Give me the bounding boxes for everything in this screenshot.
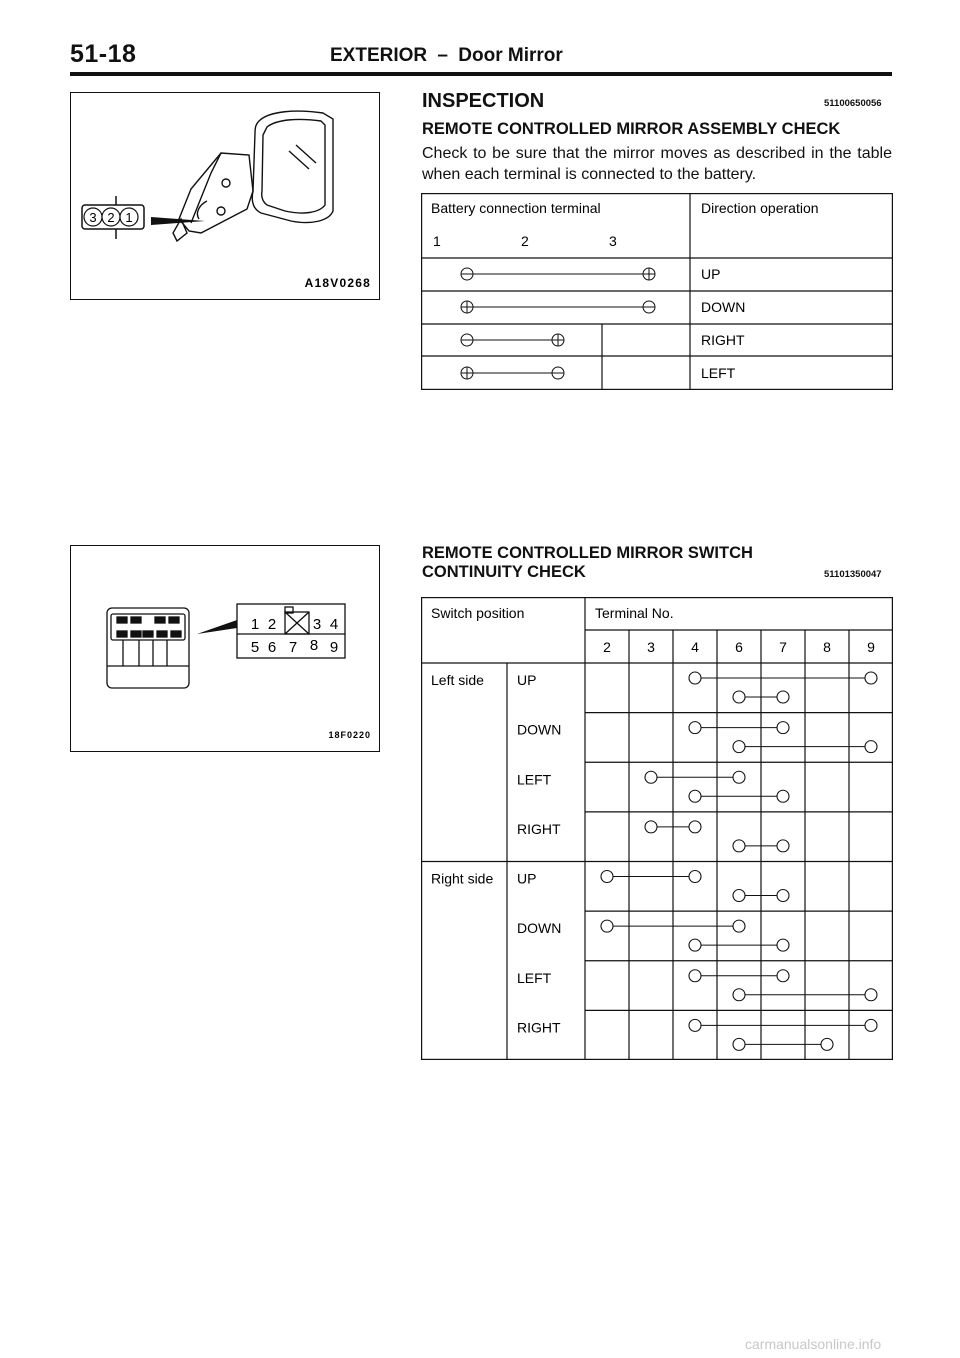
terminal-node-icon: [689, 722, 701, 734]
switch-body: [107, 608, 189, 688]
table1-header-terminal: Battery connection terminal: [431, 200, 601, 216]
terminal-node-icon: [777, 970, 789, 982]
terminal-node-icon: [865, 1019, 877, 1031]
terminal-node-icon: [865, 741, 877, 753]
terminal-node-icon: [733, 691, 745, 703]
terminal-node-icon: [645, 821, 657, 833]
switch-illustration: [71, 546, 379, 751]
terminal-node-icon: [601, 871, 613, 883]
terminal-node-icon: [689, 1019, 701, 1031]
fig2-pin-5: 5: [250, 639, 260, 656]
table2-row: [517, 672, 877, 703]
subsection-name: Door Mirror: [458, 45, 563, 66]
terminal-node-icon: [689, 871, 701, 883]
connector-3pin: [82, 196, 144, 239]
table1-row: [461, 266, 720, 282]
continuity-connection: [645, 771, 745, 783]
table2-position-label: RIGHT: [517, 820, 561, 837]
positive-terminal-icon: [461, 367, 473, 379]
table1-row: [461, 332, 745, 348]
table1-row: [461, 365, 736, 381]
table2-row: [517, 871, 789, 902]
positive-terminal-icon: [643, 268, 655, 280]
table2-terminal-3: 3: [647, 639, 655, 655]
table1-direction-label: UP: [701, 266, 721, 282]
fig2-pin-2: 2: [267, 616, 277, 633]
table1-header-direction: Direction operation: [701, 200, 819, 216]
table2-row: [517, 970, 877, 1001]
terminal-node-icon: [777, 939, 789, 951]
table2-row: [517, 920, 789, 951]
terminal-node-icon: [689, 939, 701, 951]
table2-terminal-2: 2: [603, 639, 611, 655]
mirror-assembly-figure: [70, 92, 380, 300]
table2-position-label: LEFT: [517, 771, 552, 788]
table2-side-label: Right side: [431, 870, 494, 887]
table2-header-position: Switch position: [431, 605, 525, 621]
fig2-pin-4: 4: [329, 616, 339, 633]
negative-terminal-icon: [461, 268, 473, 280]
fig2-pin-1: 1: [250, 616, 260, 633]
terminal-node-icon: [733, 1038, 745, 1050]
switch-check-heading-line2: CONTINUITY CHECK: [422, 563, 586, 581]
page-title: [330, 45, 563, 67]
table2-terminal-6: 6: [735, 639, 743, 655]
table2-position-label: DOWN: [517, 920, 562, 937]
terminal-node-icon: [645, 771, 657, 783]
continuity-connection: [689, 939, 789, 951]
positive-terminal-icon: [552, 334, 564, 346]
terminal-node-icon: [689, 672, 701, 684]
fig1-pin-2: 2: [107, 210, 115, 225]
table2-side-label: Left side: [431, 672, 484, 688]
fig2-code: 18F0220: [328, 730, 371, 740]
fig2-pin-8: 8: [309, 637, 319, 654]
fig2-pin-6: 6: [267, 639, 277, 656]
fig1-code: A18V0268: [304, 276, 371, 290]
terminal-node-icon: [777, 890, 789, 902]
page-number: 51-18: [70, 40, 137, 68]
negative-terminal-icon: [461, 334, 473, 346]
terminal-node-icon: [733, 840, 745, 852]
continuity-connection: [689, 970, 789, 982]
table1-terminal-1: 1: [433, 233, 441, 249]
battery-connection-table: [421, 193, 893, 390]
negative-terminal-icon: [552, 367, 564, 379]
inspection-heading: INSPECTION: [422, 90, 545, 112]
table2-row: [517, 771, 789, 802]
terminal-node-icon: [821, 1038, 833, 1050]
terminal-node-icon: [733, 890, 745, 902]
table1-terminal-3: 3: [609, 233, 617, 249]
table2-terminal-8: 8: [823, 639, 831, 655]
table2-row: [517, 722, 877, 753]
fig1-pin-3: 3: [89, 210, 97, 225]
table1-direction-label: DOWN: [701, 299, 746, 315]
terminal-node-icon: [777, 840, 789, 852]
terminal-node-icon: [777, 722, 789, 734]
switch-check-code: 51101350047: [824, 569, 882, 580]
table1-terminal-2: 2: [521, 233, 529, 249]
fig2-pin-9: 9: [329, 639, 339, 656]
table2-terminal-7: 7: [779, 639, 787, 655]
terminal-node-icon: [777, 790, 789, 802]
table2-position-label: LEFT: [517, 969, 552, 986]
assembly-check-heading: REMOTE CONTROLLED MIRROR ASSEMBLY CHECK: [422, 120, 841, 138]
switch-connector-figure: [70, 545, 380, 752]
table2-position-label: DOWN: [517, 721, 562, 738]
table1-grid: [421, 193, 893, 390]
terminal-node-icon: [865, 672, 877, 684]
assembly-check-paragraph: Check to be sure that the mirror moves as described in the table when each terminal is connected to the battery.: [422, 145, 892, 183]
switch-continuity-table: [421, 597, 893, 1060]
fig2-pin-7: 7: [288, 639, 298, 656]
inspection-code: 51100650056: [824, 98, 882, 109]
negative-terminal-icon: [643, 301, 655, 313]
terminal-node-icon: [733, 771, 745, 783]
table2-header-terminal: Terminal No.: [595, 605, 674, 621]
table2-row: [517, 821, 789, 852]
table2-row: [517, 1019, 877, 1050]
table2-position-label: RIGHT: [517, 1019, 561, 1036]
table1-direction-label: LEFT: [701, 365, 736, 381]
fig1-pin-1: 1: [125, 210, 133, 225]
table1-row: [461, 299, 745, 315]
table2-terminal-9: 9: [867, 639, 875, 655]
pointer-arrow-2: [197, 620, 237, 634]
continuity-connection: [689, 722, 789, 734]
terminal-node-icon: [689, 821, 701, 833]
continuity-connection: [689, 790, 789, 802]
fig2-pin-3: 3: [312, 616, 322, 633]
terminal-node-icon: [865, 989, 877, 1001]
table2-position-label: UP: [517, 672, 537, 688]
terminal-node-icon: [733, 920, 745, 932]
switch-check-heading-line1: REMOTE CONTROLLED MIRROR SWITCH: [422, 544, 753, 562]
terminal-node-icon: [689, 970, 701, 982]
title-dash: –: [437, 45, 448, 66]
section-name: EXTERIOR: [330, 45, 428, 66]
header-rule: [70, 72, 892, 76]
continuity-connection: [601, 871, 701, 883]
table2-terminal-4: 4: [691, 639, 699, 655]
continuity-connection: [733, 1038, 833, 1050]
positive-terminal-icon: [461, 301, 473, 313]
mirror-illustration: [71, 93, 379, 299]
terminal-node-icon: [733, 989, 745, 1001]
watermark: carmanualsonline.info: [745, 1336, 882, 1352]
terminal-node-icon: [689, 790, 701, 802]
table2-position-label: UP: [517, 870, 537, 887]
terminal-node-icon: [601, 920, 613, 932]
terminal-node-icon: [733, 741, 745, 753]
terminal-node-icon: [777, 691, 789, 703]
table1-direction-label: RIGHT: [701, 332, 745, 348]
